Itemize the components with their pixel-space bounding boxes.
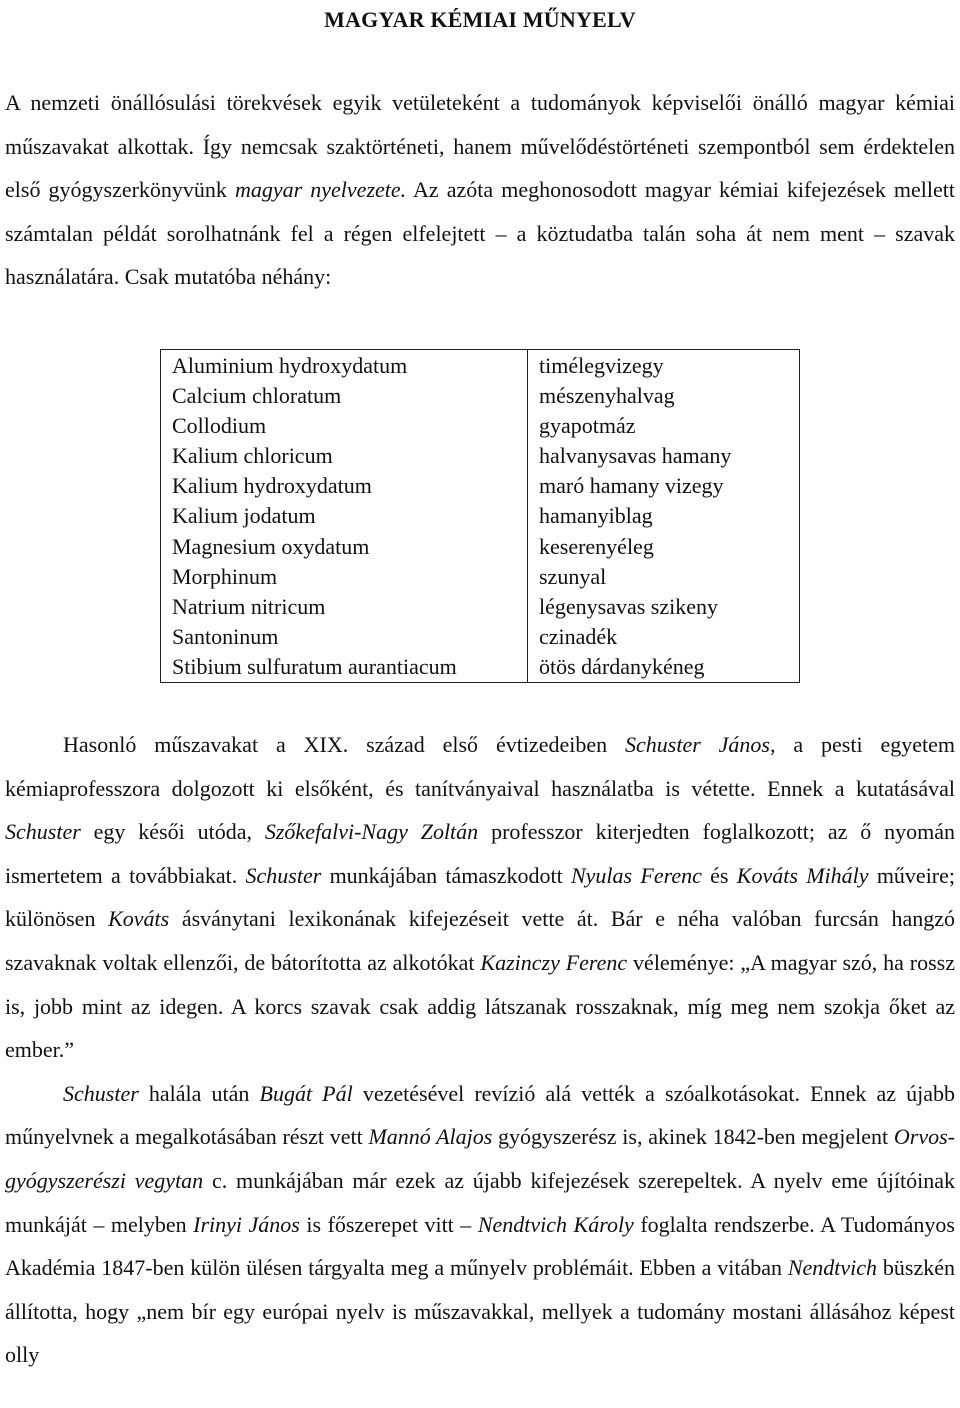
text-segment: és: [701, 862, 737, 888]
italic-text-segment: Schuster János,: [625, 732, 776, 757]
hungarian-term: légenysavas szikeny: [539, 593, 718, 619]
latin-term: Collodium: [172, 413, 267, 439]
hungarian-term: keserenyéleg: [539, 533, 654, 559]
text-segment: Hasonló műszavakat a XIX. század első évtizedeiben: [63, 732, 625, 757]
bugat-paragraph: [5, 1072, 955, 1377]
italic-text-segment: Nyulas Ferenc: [570, 862, 702, 888]
text-segment: munkájában támaszkodott: [321, 862, 571, 888]
latin-term: Magnesium oxydatum: [172, 533, 370, 559]
italic-text-segment: Kováts: [108, 906, 170, 932]
text-segment: is főszerepet vitt –: [299, 1211, 478, 1237]
text-segment: büszkén állította, hogy „nem bír egy európai nyelv is műszavakkal, mellyek a tudomány mostani állásához képest olly: [5, 1255, 955, 1368]
page-title: MAGYAR KÉMIAI MŰNYELV: [324, 7, 636, 32]
table-row: [161, 349, 800, 682]
hungarian-term: maró hamany vizegy: [539, 473, 724, 499]
text-segment: egy késői utóda,: [80, 819, 265, 845]
italic-text-segment: Nendtvich: [787, 1255, 878, 1281]
italic-text-segment: magyar nyelvezete.: [235, 177, 407, 203]
latin-term: Kalium hydroxydatum: [172, 473, 372, 499]
italic-text-segment: Orvos-gyógyszerészi vegytan: [5, 1124, 955, 1193]
italic-text-segment: Nendtvich Károly: [477, 1211, 634, 1237]
latin-term: Kalium jodatum: [172, 503, 316, 529]
text-segment: a pesti egyetem kémiaprofesszora dolgozott ki elsőként, és tanítványaival használatba is vétette. Ennek a kutatásával: [5, 732, 955, 801]
schuster-paragraph: [5, 723, 955, 1072]
text-segment: foglalta rendszerbe. A Tudományos Akadémia 1847-ben külön ülésen tárgyalta meg a műnyelv problémáit. Ebben a vitában: [5, 1211, 955, 1281]
text-segment: A nemzeti önállósulási törekvések egyik vetületeként a tudományok képviselői önálló magyar kémiai műszavakat alkottak. Így nemcsak szaktörténeti, hanem művelődéstörténeti szempontból sem érdektelen első gyógyszerkönyvünk: [5, 90, 955, 203]
latin-term: Calcium chloratum: [172, 383, 342, 409]
text-segment: véleménye: „A magyar szó, ha rossz is, jobb mint az idegen. A korcs szavak csak addig látszanak rosszaknak, míg meg nem szokja őket az ember.”: [5, 949, 955, 1063]
latin-term: Aluminium hydroxydatum: [172, 352, 408, 378]
hungarian-terms-column: [528, 349, 800, 682]
hungarian-term: halvanysavas hamany: [539, 443, 732, 469]
intro-paragraph: [5, 81, 955, 299]
italic-text-segment: Schuster: [63, 1080, 139, 1106]
italic-text-segment: Kováts Mihály: [736, 862, 869, 888]
hungarian-term: ötös dárdanykéneg: [539, 653, 705, 679]
italic-text-segment: Bugát Pál: [259, 1080, 353, 1106]
italic-text-segment: Mannó Alajos: [368, 1124, 493, 1150]
hungarian-term: timélegvizegy: [539, 352, 664, 378]
hungarian-term: hamanyiblag: [539, 503, 653, 529]
italic-text-segment: Schuster: [5, 819, 81, 845]
terms-table: [160, 349, 800, 683]
latin-term: Santoninum: [172, 623, 279, 649]
latin-term: Stibium sulfuratum aurantiacum: [172, 653, 457, 679]
italic-text-segment: Irinyi János: [193, 1211, 300, 1237]
text-segment: ásványtani lexikonának kifejezéseit vette át. Bár e néha valóban furcsán hangzó szavaknak voltak ellenzői, de bátorította az alkotókat: [5, 906, 955, 975]
document-page: [5, 0, 955, 1377]
latin-term: Morphinum: [172, 563, 278, 589]
latin-term: Natrium nitricum: [172, 593, 326, 619]
latin-term: Kalium chloricum: [172, 443, 333, 469]
text-segment: gyógyszerész is, akinek 1842-ben megjelent: [492, 1124, 894, 1150]
italic-text-segment: Schuster: [245, 862, 322, 888]
text-segment: Az azóta meghonosodott magyar kémiai kifejezések mellett számtalan példát sorolhatnánk fel a régen elfelejtett – a köztudatba talán soha át nem ment – szavak használatára. Csak mutatóba néhány:: [5, 177, 955, 290]
text-segment: c. munkájában már ezek az újabb kifejezések szerepeltek. A nyelv eme újítóinak munkáját – melyben: [5, 1167, 955, 1237]
text-segment: vezetésével revízió alá vették a szóalkotásokat. Ennek az újabb műnyelvnek a megalkotásában részt vett: [5, 1080, 955, 1150]
hungarian-term: czinadék: [539, 623, 618, 649]
text-segment: professzor kiterjedten foglalkozott; az ő nyomán ismertetem a továbbiakat.: [5, 819, 955, 888]
hungarian-term: szunyal: [539, 563, 607, 589]
italic-text-segment: Kazinczy Ferenc: [480, 949, 628, 975]
latin-terms-column: [161, 349, 528, 682]
text-segment: műveire; különösen: [5, 862, 956, 932]
hungarian-term: mészenyhalvag: [539, 383, 675, 409]
italic-text-segment: Szőkefalvi-Nagy Zoltán: [264, 819, 479, 845]
text-segment: halála után: [138, 1080, 260, 1106]
hungarian-term: gyapotmáz: [539, 413, 636, 439]
